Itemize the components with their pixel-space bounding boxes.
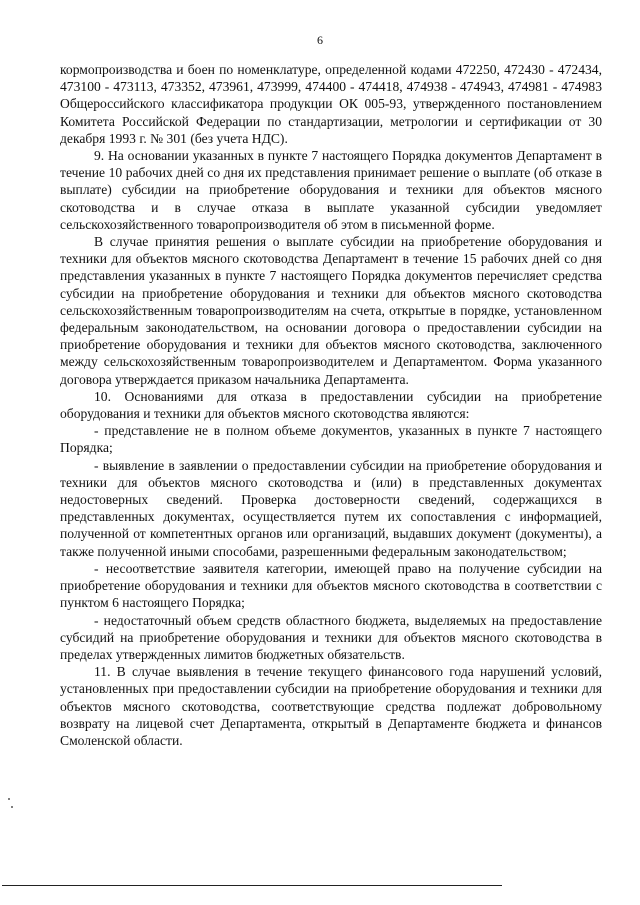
list-item-false-information: - выявление в заявлении о предоставлении субсидии на приобретение оборудования и техники для объектов мясного скотоводства и (или) в представленных документах недостоверных сведений. Проверка достоверности сведений, содержащихся в представленных документах, осуществляется путем их сопоставления с информацией, полученной от компетентных органов или организаций, выдавших документ (документы), а также полученной иными способами, разрешенными федеральным законодательством; (60, 457, 602, 559)
list-item-incomplete-documents: - представление не в полном объеме документов, указанных в пункте 7 настоящего Порядка; (60, 423, 602, 456)
list-item-insufficient-budget: - недостаточный объем средств областного бюджета, выделяемых на предоставление субсидий на приобретение оборудования и техники для объектов мясного скотоводства в пределах утвержденных лимитов бюджетных обязательств. (60, 612, 602, 662)
page-number: 6 (317, 33, 323, 47)
paragraph-item-9: 9. На основании указанных в пункте 7 настоящего Порядка документов Департамент в течение 10 рабочих дней со дня их представления принимает решение о выплате (об отказе в выплате) субсидии на приобретение оборудования и техники для объектов мясного скотоводства и в случае отказа в выплате указанной субсидии уведомляет сельскохозяйственного товаропроизводителя об этом в письменной форме. (60, 148, 602, 232)
paragraph-continuation: кормопроизводства и боен по номенклатуре, определенной кодами 472250, 472430 - 472434, 473100 - 473113, 473352, 473961, 473999, 474400 - 474418, 474938 - 474943, 474981 - 474983 Общероссийского классификатора продукции ОК 005-93, утвержденного постановлением Комитета Российской Федерации по стандартизации, метрологии и сертификации от 30 декабря 1993 г. № 301 (без учета НДС). (60, 62, 602, 146)
scan-artifact (8, 798, 10, 800)
paragraph-item-11: 11. В случае выявления в течение текущего финансового года нарушений условий, установленных при предоставлении субсидии на приобретение оборудования и техники для объектов мясного скотоводства, соответствующие средства подлежат добровольному возврату на лицевой счет Департамента, открытый в Департаменте бюджета и финансов Смоленской области. (60, 664, 602, 748)
document-body (60, 61, 602, 749)
footer-divider (2, 885, 502, 886)
scan-artifact (11, 806, 13, 808)
list-item-category-mismatch: - несоответствие заявителя категории, имеющей право на получение субсидии на приобретение оборудования и техники для объектов мясного скотоводства в соответствии с пунктом 6 настоящего Порядка; (60, 560, 602, 611)
paragraph-payment-decision: В случае принятия решения о выплате субсидии на приобретение оборудования и техники для объектов мясного скотоводства Департамент в течение 15 рабочих дней со дня представления указанных в пункте 7 настоящего Порядка документов перечисляет средства субсидии на приобретение оборудования и техники для объектов мясного скотоводства сельскохозяйственным товаропроизводителям на счета, открытые в порядке, установленном федеральным законодательством, на основании договора о предоставлении субсидии на приобретение оборудования и техники для объектов мясного скотоводства, заключенного между сельскохозяйственным товаропроизводителем и Департаментом. Форма указанного договора утверждается приказом начальника Департамента. (60, 234, 602, 387)
paragraph-item-10: 10. Основаниями для отказа в предоставлении субсидии на приобретение оборудования и техники для объектов мясного скотоводства являются: (60, 388, 602, 422)
